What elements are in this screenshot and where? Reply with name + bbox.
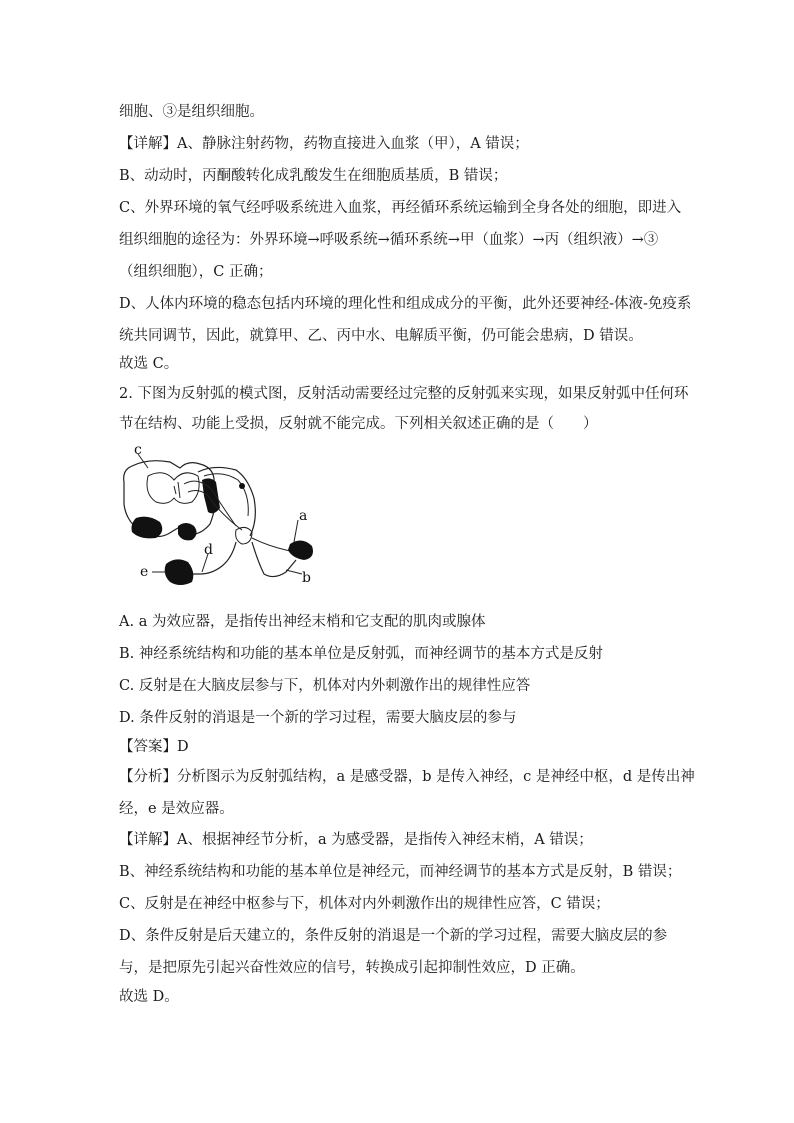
grey-matter <box>147 473 199 504</box>
label-b: b <box>302 570 311 586</box>
detail-line: C、反射是在神经中枢参与下，机体对内外刺激作出的规律性应答，C 错误； <box>119 896 610 912</box>
analysis-line: 【分析】分析图示为反射弧结构，a 是感受器，b 是传入神经，c 是神经中枢，d 是传出神 <box>119 769 695 785</box>
text-line: 【详解】A、静脉注射药物，药物直接进入血浆（甲），A 错误； <box>119 136 529 152</box>
answer: 【答案】D <box>119 739 189 755</box>
text-line: C、外界环境的氧气经呼吸系统进入血浆，再经循环系统运输到全身各处的细胞，即进入 <box>119 200 682 216</box>
detail-line: D、条件反射是后天建立的，条件反射的消退是一个新的学习过程，需要大脑皮层的参 <box>119 928 668 944</box>
label-c: c <box>134 446 142 458</box>
detail-line: B、神经系统结构和功能的基本单位是神经元，而神经调节的基本方式是反射，B 错误； <box>119 864 682 880</box>
ganglion-node <box>239 483 245 489</box>
option-d: D. 条件反射的消退是一个新的学习过程，需要大脑皮层的参与 <box>119 710 517 726</box>
label-d: d <box>204 542 213 558</box>
text-line: 统共同调节，因此，就算甲、乙、丙中水、电解质平衡，仍可能会患病，D 错误。 <box>119 328 643 344</box>
receptor-a <box>288 540 313 560</box>
analysis-line: 经，e 是效应器。 <box>119 801 234 817</box>
text-line: （组织细胞），C 正确； <box>119 264 273 280</box>
reflex-arc-diagram <box>118 446 338 586</box>
detail-line: 【详解】A、根据神经节分析，a 为感受器，是指传入神经末梢，A 错误； <box>119 832 593 848</box>
text-line: 细胞、③是组织细胞。 <box>119 104 264 120</box>
dark-tissue-left <box>132 517 163 539</box>
option-a: A. a 为效应器，是指传出神经末梢和它支配的肌肉或腺体 <box>119 614 486 630</box>
dark-tissue-right <box>178 523 197 540</box>
detail-line: 与，是把原先引起兴奋性效应的信号，转换成引起抑制性效应，D 正确。 <box>119 960 585 976</box>
label-e: e <box>140 564 149 580</box>
label-a: a <box>299 508 308 524</box>
text-line: B、动动时，丙酮酸转化成乳酸发生在细胞质基质，B 错误； <box>119 168 508 184</box>
text-line: 故选 C。 <box>119 356 179 372</box>
option-b: B. 神经系统结构和功能的基本单位是反射弧，而神经调节的基本方式是反射 <box>119 646 603 662</box>
effector-e <box>165 559 194 585</box>
text-line: D、人体内环境的稳态包括内环境的理化性和组成成分的平衡，此外还要神经-体液-免疫系 <box>119 296 692 312</box>
option-c: C. 反射是在大脑皮层参与下，机体对内外刺激作出的规律性应答 <box>119 678 531 694</box>
question-2-stem: 节在结构、功能上受损，反射就不能完成。下列相关叙述正确的是（ ） <box>119 416 598 432</box>
question-2-stem: 2. 下图为反射弧的模式图，反射活动需要经过完整的反射弧来实现，如果反射弧中任何环 <box>119 386 689 402</box>
text-line: 组织细胞的途径为：外界环境→呼吸系统→循环系统→甲（血浆）→丙（组织液）→③ <box>119 232 659 248</box>
conclusion: 故选 D。 <box>119 989 179 1005</box>
